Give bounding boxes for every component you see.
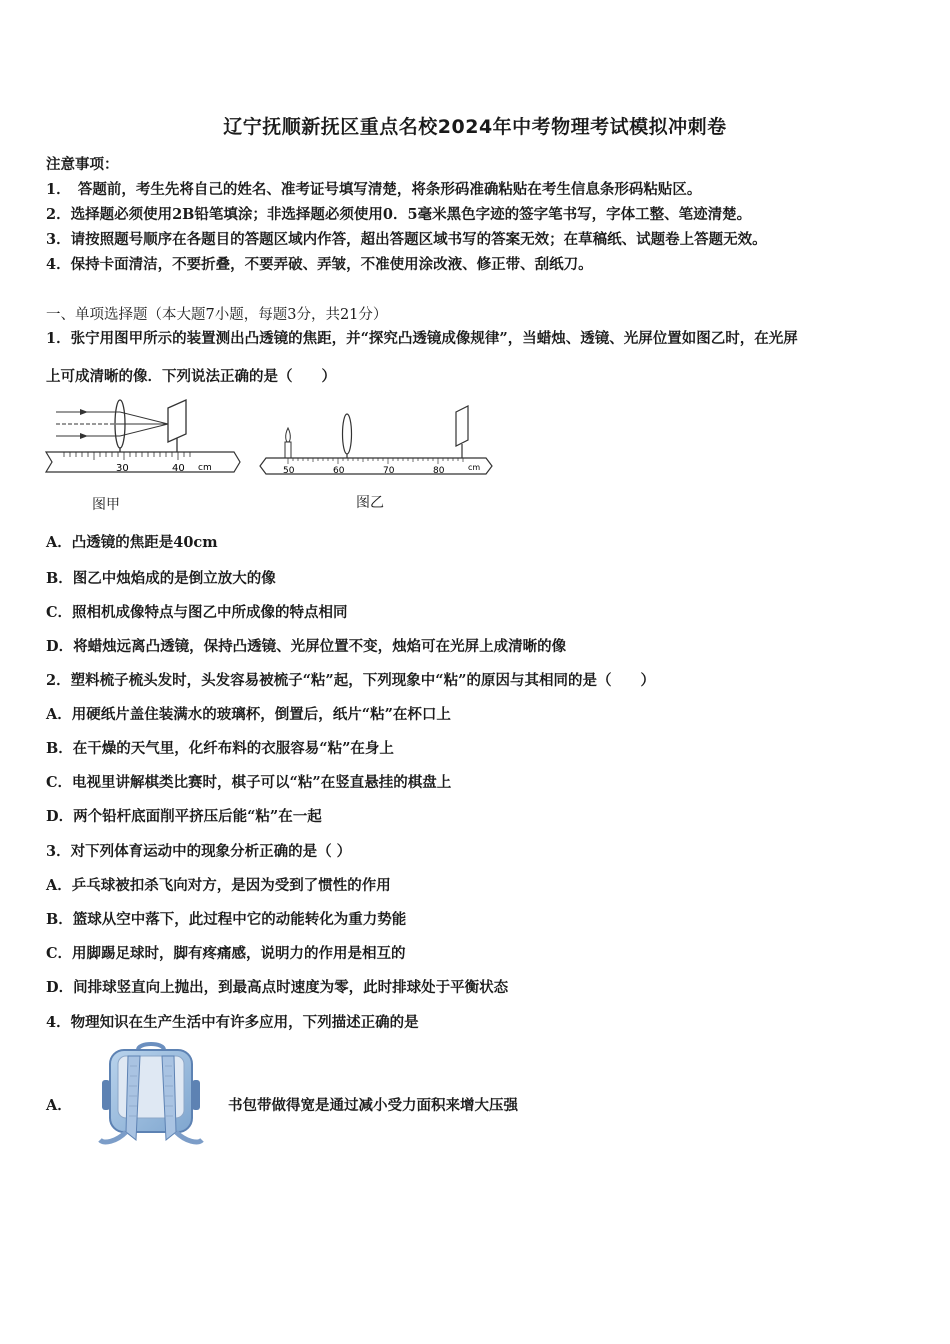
notice-item-4: 4．保持卡面清洁，不要折叠，不要弄破、弄皱，不准使用涂改液、修正带、刮纸刀。 — [46, 256, 593, 273]
fig-a-tick-30: 30 — [116, 463, 129, 474]
q2-option-c: C．电视里讲解棋类比赛时，棋子可以“粘”在竖直悬挂的棋盘上 — [46, 774, 452, 791]
q2-option-d: D．两个铅杆底面削平挤压后能“粘”在一起 — [46, 808, 322, 825]
q1-stem-line1: 1．张宁用图甲所示的装置测出凸透镜的焦距，并“探究凸透镜成像规律”，当蜡烛、透镜、光屏位置如图乙时，在光屏 — [46, 330, 798, 347]
page-title: 辽宁抚顺新抚区重点名校2024年中考物理考试模拟冲刺卷 — [223, 116, 727, 138]
figure-b-caption: 图乙 — [356, 495, 384, 511]
fig-a-tick-40: 40 — [172, 463, 185, 474]
notice-heading: 注意事项： — [46, 156, 119, 173]
fig-b-tick-80: 80 — [433, 466, 445, 476]
figure-a-lens-setup — [44, 390, 244, 480]
q1-option-d: D．将蜡烛远离凸透镜，保持凸透镜、光屏位置不变，烛焰可在光屏上成清晰的像 — [46, 638, 567, 655]
q1-option-a: A．凸透镜的焦距是40cm — [46, 534, 218, 551]
q2-option-b: B．在干燥的天气里，化纤布料的衣服容易“粘”在身上 — [46, 740, 394, 757]
fig-b-tick-70: 70 — [383, 466, 395, 476]
fig-a-tick-unit: cm — [198, 463, 212, 473]
q2-stem: 2．塑料梳子梳头发时，头发容易被梳子“粘”起，下列现象中“粘”的原因与其相同的是（ ） — [46, 672, 655, 689]
q2-option-a: A．用硬纸片盖住装满水的玻璃杯，倒置后，纸片“粘”在杯口上 — [46, 706, 451, 723]
notice-item-2: 2．选择题必须使用2B铅笔填涂；非选择题必须使用0．5毫米黑色字迹的签字笔书写，字体工整、笔迹清楚。 — [46, 206, 752, 223]
q3-option-c: C．用脚踢足球时，脚有疼痛感，说明力的作用是相互的 — [46, 945, 406, 962]
q4-option-a-text: 书包带做得宽是通过减小受力面积来增大压强 — [228, 1097, 518, 1114]
q4-option-a-label: A． — [46, 1097, 72, 1114]
fig-b-tick-60: 60 — [333, 466, 345, 476]
q1-option-c: C．照相机成像特点与图乙中所成像的特点相同 — [46, 604, 348, 621]
q1-stem-line2: 上可成清晰的像．下列说法正确的是（ ） — [46, 368, 336, 385]
q3-option-d: D．间排球竖直向上抛出，到最高点时速度为零，此时排球处于平衡状态 — [46, 979, 509, 996]
q3-option-b: B．篮球从空中落下，此过程中它的动能转化为重力势能 — [46, 911, 407, 928]
section-heading: 一、单项选择题（本大题7小题，每题3分，共21分） — [46, 307, 388, 323]
q1-option-b: B．图乙中烛焰成的是倒立放大的像 — [46, 570, 276, 587]
fig-b-tick-50: 50 — [283, 466, 295, 476]
figure-b-optical-bench — [258, 400, 494, 480]
q3-stem: 3．对下列体育运动中的现象分析正确的是（ ） — [46, 843, 352, 860]
backpack-image — [96, 1040, 206, 1152]
q4-stem: 4．物理知识在生产生活中有许多应用，下列描述正确的是 — [46, 1014, 419, 1031]
notice-item-1: 1． 答题前，考生先将自己的姓名、准考证号填写清楚，将条形码准确粘贴在考生信息条形码粘贴区。 — [46, 181, 702, 198]
q3-option-a: A．乒乓球被扣杀飞向对方，是因为受到了惯性的作用 — [46, 877, 391, 894]
notice-item-3: 3．请按照题号顺序在各题目的答题区域内作答，超出答题区域书写的答案无效；在草稿纸、试题卷上答题无效。 — [46, 231, 767, 248]
figure-a-caption: 图甲 — [92, 497, 120, 513]
fig-b-tick-unit: cm — [468, 463, 481, 472]
